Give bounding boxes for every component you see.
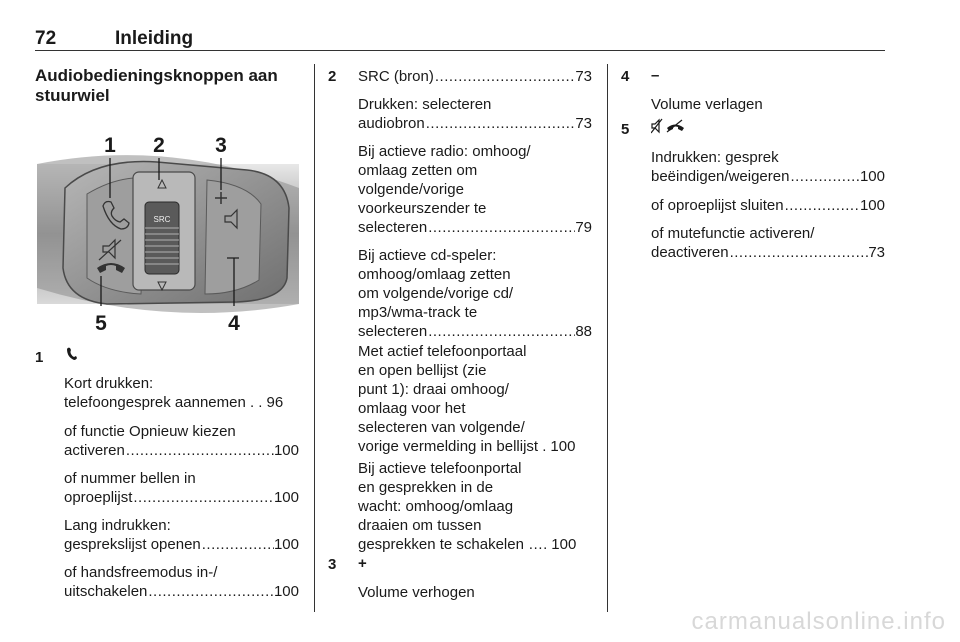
text-line: en open bellijst (zie — [358, 362, 487, 379]
text-line: Volume verlagen — [651, 96, 763, 113]
text-line: Bij actieve radio: omhoog/ — [358, 143, 531, 160]
paragraph — [358, 67, 592, 86]
paragraph — [64, 374, 299, 412]
paragraph — [651, 95, 885, 114]
paragraph — [358, 142, 592, 237]
toc-line: SRC (bron) ..... 73 — [358, 67, 592, 86]
paragraph — [358, 246, 592, 341]
text-line: Kort drukken: — [64, 375, 154, 392]
paragraph — [651, 196, 885, 215]
header-rule — [35, 50, 885, 51]
plus-icon: + — [358, 555, 367, 572]
paragraph — [651, 224, 885, 262]
item-number: 4 — [621, 68, 630, 85]
paragraph — [64, 563, 299, 601]
section-title-line: Audiobedieningsknoppen aan — [35, 66, 278, 85]
callout-1: 1 — [104, 134, 116, 157]
text-line: selecteren van volgende/ — [358, 419, 525, 436]
toc-line: selecteren ..... 88 — [358, 322, 592, 341]
column-divider-2 — [607, 64, 608, 612]
steering-wheel-controls-figure — [37, 128, 299, 336]
text-line: volgende/vorige — [358, 181, 464, 198]
src-label: SRC — [153, 215, 171, 224]
text-line: Drukken: selecteren — [358, 96, 492, 113]
section-title-line: stuurwiel — [35, 86, 110, 105]
paragraph — [651, 148, 885, 186]
callout-4: 4 — [228, 312, 240, 335]
callout-5: 5 — [95, 312, 107, 335]
text-line: en gesprekken in de — [358, 479, 494, 496]
text-line: omlaag voor het — [358, 400, 466, 417]
item-number: 3 — [328, 556, 337, 573]
item-number: 2 — [328, 68, 337, 85]
text-line: omlaag zetten om — [358, 162, 478, 179]
callout-2: 2 — [153, 134, 165, 157]
text-line: Bij actieve cd-speler: — [358, 247, 497, 264]
text-line: of nummer bellen in — [64, 470, 196, 487]
toc-line: vorige vermelding in bellijst . 100 — [358, 438, 576, 455]
paragraph — [64, 516, 299, 554]
text-line: Lang indrukken: — [64, 517, 171, 534]
toc-line: activeren ..... 100 — [64, 441, 299, 460]
toc-line: beëindigen/weigeren ..... 100 — [651, 167, 885, 186]
text-line: of handsfreemodus in-/ — [64, 564, 218, 581]
column-divider-1 — [314, 64, 315, 612]
text-line: punt 1): draai omhoog/ — [358, 381, 509, 398]
toc-line: gesprekslijst openen ..... 100 — [64, 535, 299, 554]
page-number: 72 — [35, 28, 57, 49]
text-line: Bij actieve telefoonportal — [358, 460, 522, 477]
paragraph — [358, 95, 592, 133]
text-line: of mutefunctie activeren/ — [651, 225, 815, 242]
phone-icon — [64, 346, 78, 367]
text-line: Met actief telefoonportaal — [358, 343, 527, 360]
callout-3: 3 — [215, 134, 227, 157]
text-line: of functie Opnieuw kiezen — [64, 423, 236, 440]
toc-line: deactiveren ..... 73 — [651, 243, 885, 262]
toc-line: audiobron ..... 73 — [358, 114, 592, 133]
text-line: omhoog/omlaag zetten — [358, 266, 511, 283]
text-line: voorkeurszender te — [358, 200, 487, 217]
toc-line: of oproeplijst sluiten ..... 100 — [651, 196, 885, 215]
paragraph — [358, 583, 592, 602]
text-line: om volgende/vorige cd/ — [358, 285, 514, 302]
paragraph — [358, 459, 592, 554]
toc-line: selecteren ..... 79 — [358, 218, 592, 237]
paragraph — [358, 342, 592, 456]
chapter-title: Inleiding — [115, 28, 194, 49]
page-header — [35, 28, 885, 52]
steering-wheel-illustration — [37, 128, 299, 336]
text-line: Volume verhogen — [358, 584, 475, 601]
toc-line: gesprekken te schakelen …. 100 — [358, 536, 577, 553]
text-line: draaien om tussen — [358, 517, 482, 534]
text-line: wacht: omhoog/omlaag — [358, 498, 514, 515]
paragraph — [64, 422, 299, 460]
toc-line: oproeplijst ..... 100 — [64, 488, 299, 507]
toc-line: telefoongesprek aannemen . . 96 — [64, 394, 284, 411]
section-title — [35, 66, 305, 106]
text-line: Indrukken: gesprek — [651, 149, 779, 166]
minus-icon: – — [651, 67, 660, 84]
thumbwheel — [145, 202, 179, 274]
item-number: 5 — [621, 121, 630, 138]
toc-line: uitschakelen ..... 100 — [64, 582, 299, 601]
watermark: carmanualsonline.info — [691, 608, 946, 635]
mute-hangup-icon — [651, 118, 687, 139]
item-number: 1 — [35, 349, 44, 366]
paragraph — [64, 469, 299, 507]
text-line: mp3/wma-track te — [358, 304, 478, 321]
right-button-pad — [205, 180, 261, 294]
